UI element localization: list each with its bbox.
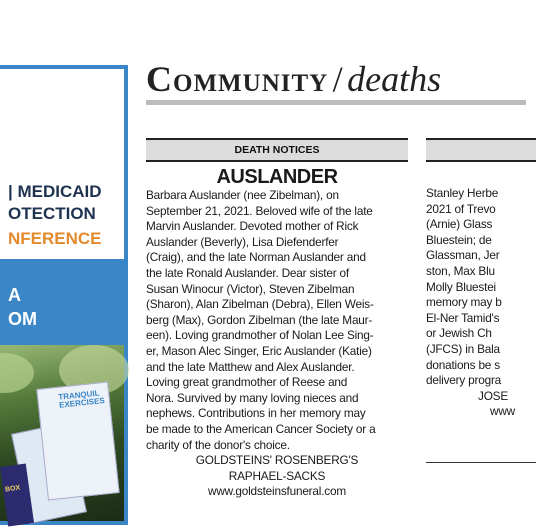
section-title: Community [146,59,329,99]
obituary-line: Nora. Survived by many loving nieces and [146,390,359,405]
title-separator: / [332,59,343,99]
obituary-line: Loving great grandmother of Reese and [146,375,348,390]
death-notices-label-bar [146,138,408,160]
divider [146,160,408,162]
ad-blue-band [0,259,124,345]
obituary-line: donations be s [426,357,500,372]
funeral-home-url[interactable]: www.goldsteinsfuneral.com [208,484,346,499]
ad-box-label: BOX [4,484,21,494]
obituary-line: Barbara Auslander (nee Zibelman), on [146,188,339,202]
obituary-line: charity of the donor's choice. [146,437,290,452]
obituary-line: (Craig), and the late Norman Auslander and [146,250,366,265]
obituary-line: Marvin Auslander. Devoted mother of Rick [146,219,359,234]
obituary-line: memory may b [426,295,502,310]
page-title [146,58,441,100]
second-column-label-bar [426,138,536,160]
obituary-line: (Sharon), Alan Zibelman (Debra), Ellen Weis- [146,297,374,312]
obituary-line: El-Ner Tamid's [426,310,500,325]
funeral-home-name-1: GOLDSTEINS' ROSENBERG'S [195,453,359,468]
death-notice-column [146,138,408,500]
obituary-line: (JFCS) in Bala [426,341,500,356]
obituary-line: be made to the American Cancer Society or a [146,421,376,436]
obituary-line: Susan Winocur (Victor), Steven Zibelman [146,281,355,296]
ad-band-text-2: OM [8,309,37,329]
end-rule [426,462,536,463]
obituary-line: Molly Bluestei [426,279,496,294]
obituary-line: nephews. Contributions in her memory may [146,406,366,421]
obituary-line: ston, Max Blu [426,263,495,278]
obituary-line: Stanley Herbe [426,186,499,200]
ad-booklet-title: TRANQUIL EXERCISES [57,388,106,410]
obituary-line: delivery progra [426,373,502,388]
second-obituary-text [426,186,536,420]
ad-headline-2: OTECTION [8,204,96,223]
obituary-line: Auslander (Beverly), Lisa Diefenderfer [146,234,339,249]
ad-headline-1: | MEDICAID [8,182,102,201]
ad-photo [0,345,124,521]
second-funeral-url[interactable]: www [490,404,515,419]
obituary-line: Bluestein; de [426,232,492,247]
obituary-line: er, Mason Alec Singer, Eric Auslander (Katie) [146,343,372,358]
second-notice-column [426,138,536,463]
obituary-line: Glassman, Jer [426,248,500,263]
divider [426,160,536,162]
funeral-home-name-2: RAPHAEL-SACKS [228,468,326,483]
obituary-line: berg (Max), Gordon Zibelman (the late Maur- [146,312,373,327]
subsection-title: deaths [347,59,442,99]
ad-headline-3: NFERENCE [8,229,102,248]
obituary-line: and the late Matthew and Alex Auslander. [146,359,355,374]
advertisement-panel [0,65,128,525]
obituary-line: September 21, 2021. Beloved wife of the late [146,203,373,218]
ad-photo-booklet [36,382,119,501]
obituary-line: or Jewish Ch [426,326,492,341]
ad-photo-foliage [0,353,34,393]
obituary-line: the late Ronald Auslander. Dear sister of [146,265,349,280]
ad-band-text-1: A [8,285,21,305]
second-funeral-home: JOSE [478,388,509,403]
header-rule [146,100,526,105]
obituary-line: 2021 of Trevo [426,201,496,216]
obituary-line: een). Loving grandmother of Nolan Lee Sing- [146,328,374,343]
obituary-text [146,188,408,453]
obituary-line: (Arnie) Glass [426,217,493,232]
ad-top-area [0,69,124,145]
deceased-name: AUSLANDER [216,166,338,188]
death-notices-label: DEATH NOTICES [234,144,320,156]
